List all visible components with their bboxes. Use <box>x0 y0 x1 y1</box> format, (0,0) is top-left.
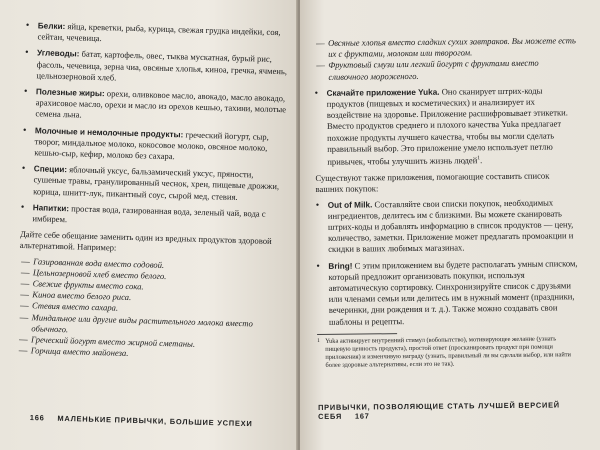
swap-item: — Киноа вместо белого риса. <box>18 289 283 308</box>
app-tip-list <box>315 85 578 168</box>
swap-item: — Газированная вода вместо содовой. <box>19 256 284 275</box>
bullet-text: Оно сканирует штрих-коды продуктов (пищевых и косметических) и анализирует их воздействие на здоровье. Приложение расшифровывает этикетки. Вместо продуктов среднего и плохого качества Yuka предлагает похожие продукты лучшего качества, чтобы вы могли сделать правильный выбор. Это приложение умело использует петлю привычек, чтобы улучшить жизнь людей <box>326 85 568 167</box>
bullet-term: Полезные жиры: <box>35 87 105 99</box>
food-category-list <box>20 20 291 232</box>
right-page <box>300 0 600 450</box>
page-number: 167 <box>354 411 370 421</box>
apps-intro: Существуют также приложения, помогающие составить список вашних покупок: <box>315 170 550 195</box>
bullet-item <box>25 20 291 50</box>
footnote-ref: 1 <box>477 155 481 162</box>
bullet-text: простая вода, газированная вода, зеленый чай, вода с имбирем. <box>32 203 266 225</box>
swap-list-continued <box>314 35 576 83</box>
bullet-term: Скачайте приложение Yuka. <box>326 87 440 98</box>
bullet-text: яблочный уксус, бальзамический уксус, пряности, сушеные травы, гранулированный чеснок, хрен, пищевые дрожжи, корица, шнитт-лук, пикантный соус, сырой мед, стевия. <box>33 164 280 202</box>
swap-item: — Миндальное или другие виды растительного молока вместо обычного. <box>17 312 283 342</box>
right-page-content <box>314 35 579 369</box>
bullet-item <box>316 197 579 256</box>
bullet-text: яйца, креветки, рыба, курица, свежая грудка индейки, соя, сейтан, чечевица. <box>37 21 281 44</box>
bullet-item <box>23 86 289 127</box>
bullet-term: Углеводы: <box>36 48 80 59</box>
right-footer <box>318 400 580 421</box>
swap-item: — Стевия вместо сахара. <box>18 300 283 319</box>
footnote-mark: 1 <box>317 337 320 344</box>
bullet-term: Out of Milk. <box>327 199 373 210</box>
bullet-item: • Скачайте приложение Yuka. Оно сканирует штрих-коды продуктов (пищевых и косметических) и анализирует их воздействие на здоровье. Приложение расшифровывает этикетки. Вместо продуктов среднего и плохого качества Yuka предлагает похожие продукты лучшего качества, чтобы вы могли сделать правильный выбор. Это приложение умело использует петлю привычек, чтобы улучшить жизнь людей$^1$. <box>315 85 578 168</box>
bullet-item <box>24 47 290 88</box>
swap-item: — Фруктовый смузи или легкий йогурт с фруктами вместо сливочного мороженого. <box>314 58 576 83</box>
bullet-term: Напитки: <box>32 203 70 214</box>
bullet-term: Специи: <box>33 164 68 175</box>
left-page-content <box>17 20 291 364</box>
footnote-text: Yuka активирует внутренний стимул (вобопытство), мотивирующее желание (узнать пищевую ценность продукта), простой ответ (просканировать продукт при помощи приложения) и изменчивую награду (узнать, правильный ли вы сделали выбор, или найти более здоровые альтернативы, если это не так). <box>325 335 571 369</box>
bullet-term: Белки: <box>37 21 66 32</box>
swap-intro: Дайте себе обещание заменить один из вредных продуктов здоровой альтернативой. Например: <box>19 229 272 254</box>
running-title: МАЛЕНЬКИЕ ПРИВЫЧКИ, БОЛЬШИЕ УСПЕХИ <box>57 413 253 429</box>
footnote-rule <box>317 333 397 335</box>
bullet-item <box>21 163 287 204</box>
swap-item: — Греческий йогурт вместо жирной сметаны. <box>17 334 282 353</box>
bullet-item <box>22 125 288 166</box>
bullet-term: Молочные и немолочные продукты: <box>34 125 184 140</box>
swap-list <box>17 256 285 364</box>
bullet-text: Составляйте свои списки покупок, необходимых ингредиентов, делитесь им с близкими. Вы можете сканировать штрих-коды и добавлять информацию в список продуктов — цену, количество, заметки. Приложение может предлагать промоакции и скидки в ваших любимых магазинах. <box>327 197 574 255</box>
swap-item: — Овсяные хлопья вместо сладких сухих завтраков. Вы можете есть их с фруктами, молоком или творогом. <box>314 35 576 60</box>
bullet-term: Bring! <box>328 261 353 271</box>
swap-item: — Цельнозерновой хлеб вместо белого. <box>19 267 284 286</box>
swap-item: — Свежие фрукты вместо сока. <box>18 278 283 297</box>
bullet-item <box>316 258 579 328</box>
swap-item: — Горчица вместо майонеза. <box>17 345 282 364</box>
bullet-text: батат, картофель, овес, тыква мускатная, бурый рис, фасоль, чечевица, зерна чиа, овсяные хлопья, киноа, гречка, ячмень, цельнозерновой хлеб. <box>36 48 288 83</box>
bullet-text: С этим приложением вы будете располагать умным списком, который предложит организовать покупки, используя автоматическую сортировку. Синхронизируйте список с друзьями или членами семьи или делитесь им в нужный момент (праздники, вечеринки, дни рождения и т. д.). Также можно создавать свои шаблоны и рецепты. <box>328 257 578 327</box>
bullet-text: орехи, оливковое масло, авокадо, масло авокадо, арахисовое масло, орехи и масло из орехов кешью, тахини, молотые семена льна. <box>35 88 287 121</box>
bullet-text: греческий йогурт, сыр, творог, миндальное молоко, кокосовое молоко, овсяное молоко, кешью-сыр, кефир, молоко без сахара. <box>34 129 269 162</box>
footnote <box>317 335 579 370</box>
left-footer <box>30 413 253 428</box>
bullet-item <box>20 202 286 232</box>
left-page <box>0 0 298 450</box>
shopping-apps-list <box>316 197 579 328</box>
running-title: ПРИВЫЧКИ, ПОЗВОЛЯЮЩИЕ СТАТЬ ЛУЧШЕЙ ВЕРСИЕЙ СЕБЯ <box>318 400 560 421</box>
page-number: 166 <box>29 413 45 423</box>
